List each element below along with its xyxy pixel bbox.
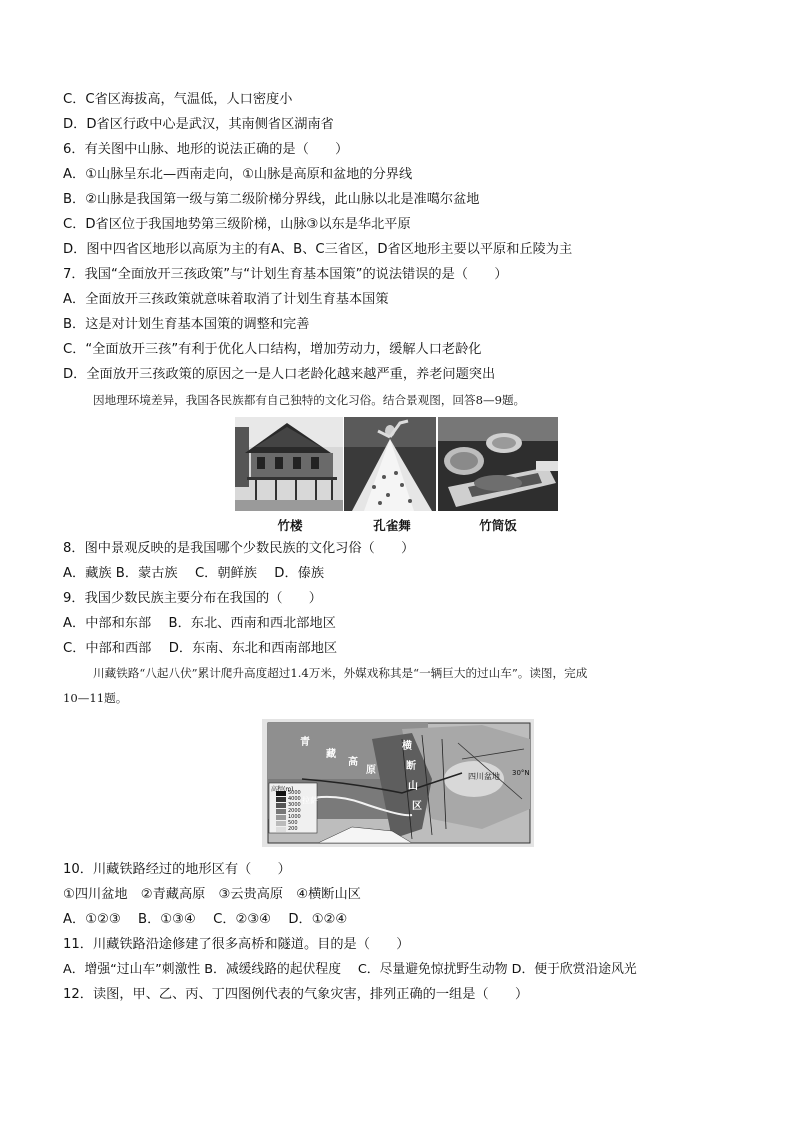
question-7: 7．我国“全面放开三孩政策”与“计划生育基本国策”的说法错误的是（ ）	[63, 267, 508, 282]
option-line: D．图中四省区地形以高原为主的有A、B、C三省区，D省区地形主要以平原和丘陵为主	[63, 242, 573, 257]
intro-10-11-cont: 10—11题。	[63, 691, 128, 705]
intro-8-9: 因地理环境差异，我国各民族都有自己独特的文化习俗。结合景观图，回答8—9题。	[93, 393, 526, 407]
option-line: A．①②③ B．①③④ C．②③④ D．①②④	[63, 912, 348, 927]
question-12: 12．读图，甲、乙、丙、丁四图例代表的气象灾害，排列正确的一组是（ ）	[63, 987, 529, 1002]
option-line: A．藏族 B．蒙古族 C．朝鲜族 D．傣族	[63, 566, 325, 581]
option-line: C．中部和西部 D．东南、东北和西南部地区	[63, 641, 338, 656]
option-line: B．②山脉是我国第一级与第二级阶梯分界线，此山脉以北是准噶尔盆地	[63, 192, 480, 207]
map-legend-values: 5000 4000 3000 2000 1000 500 200	[288, 790, 301, 832]
bamboo-rice-photo	[438, 417, 558, 511]
intro-10-11: 川藏铁路“八起八伏”累计爬升高度超过1.4万米，外媒戏称其是“一辆巨大的过山车”。读图，完成	[93, 666, 588, 680]
option-line: C．C省区海拔高，气温低，人口密度小	[63, 92, 293, 107]
map-label: 断	[406, 761, 416, 772]
option-line: A．①山脉呈东北—西南走向，①山脉是高原和盆地的分界线	[63, 167, 413, 182]
option-line: D．D省区行政中心是武汉，其南侧省区湖南省	[63, 117, 334, 132]
option-line: A．全面放开三孩政策就意味着取消了计划生育基本国策	[63, 292, 389, 307]
question-6: 6．有关图中山脉、地形的说法正确的是（ ）	[63, 142, 349, 157]
map-label: 原	[366, 765, 376, 776]
map-label: 山	[408, 781, 418, 792]
question-9: 9．我国少数民族主要分布在我国的（ ）	[63, 591, 322, 606]
question-11: 11．川藏铁路沿途修建了很多高桥和隧道。目的是（ ）	[63, 937, 410, 952]
option-line: A．中部和东部 B．东北、西南和西北部地区	[63, 616, 336, 631]
option-line: C．“全面放开三孩”有利于优化人口结构，增加劳动力，缓解人口老龄化	[63, 342, 482, 357]
map-label: 青	[300, 737, 310, 748]
bamboo-house-photo	[235, 417, 343, 511]
map-label-sichuan-basin: 四川盆地	[468, 772, 500, 781]
map-label: 横	[402, 741, 412, 752]
option-line: ①四川盆地 ②青藏高原 ③云贵高原 ④横断山区	[63, 887, 361, 902]
option-line: D．全面放开三孩政策的原因之一是人口老龄化越来越严重，养老问题突出	[63, 367, 496, 382]
option-line: B．这是对计划生育基本国策的调整和完善	[63, 317, 310, 332]
option-line: A．增强“过山车”刺激性 B．减缓线路的起伏程度 C．尽量避免惊扰野生动物 D．便于欣赏沿途风光	[63, 962, 637, 977]
caption-bamboo-rice: 竹筒饭	[479, 518, 517, 533]
map-label-latitude: 30°N	[512, 769, 530, 777]
map-label: 区	[412, 801, 422, 812]
map-legend-title: 高程(m)	[271, 786, 294, 793]
caption-bamboo-house: 竹楼	[277, 518, 303, 533]
caption-peacock-dance: 孔雀舞	[373, 518, 411, 533]
map-label: 藏	[326, 749, 336, 760]
question-8: 8．图中景观反映的是我国哪个少数民族的文化习俗（ ）	[63, 541, 415, 556]
map-label: 高	[348, 757, 358, 768]
option-line: C．D省区位于我国地势第三级阶梯，山脉③以东是华北平原	[63, 217, 411, 232]
question-10: 10．川藏铁路经过的地形区有（ ）	[63, 862, 291, 877]
peacock-dance-photo	[344, 417, 436, 511]
map-label-lhasa: 拉萨	[302, 796, 318, 805]
sichuan-tibet-railway-map	[262, 719, 534, 847]
